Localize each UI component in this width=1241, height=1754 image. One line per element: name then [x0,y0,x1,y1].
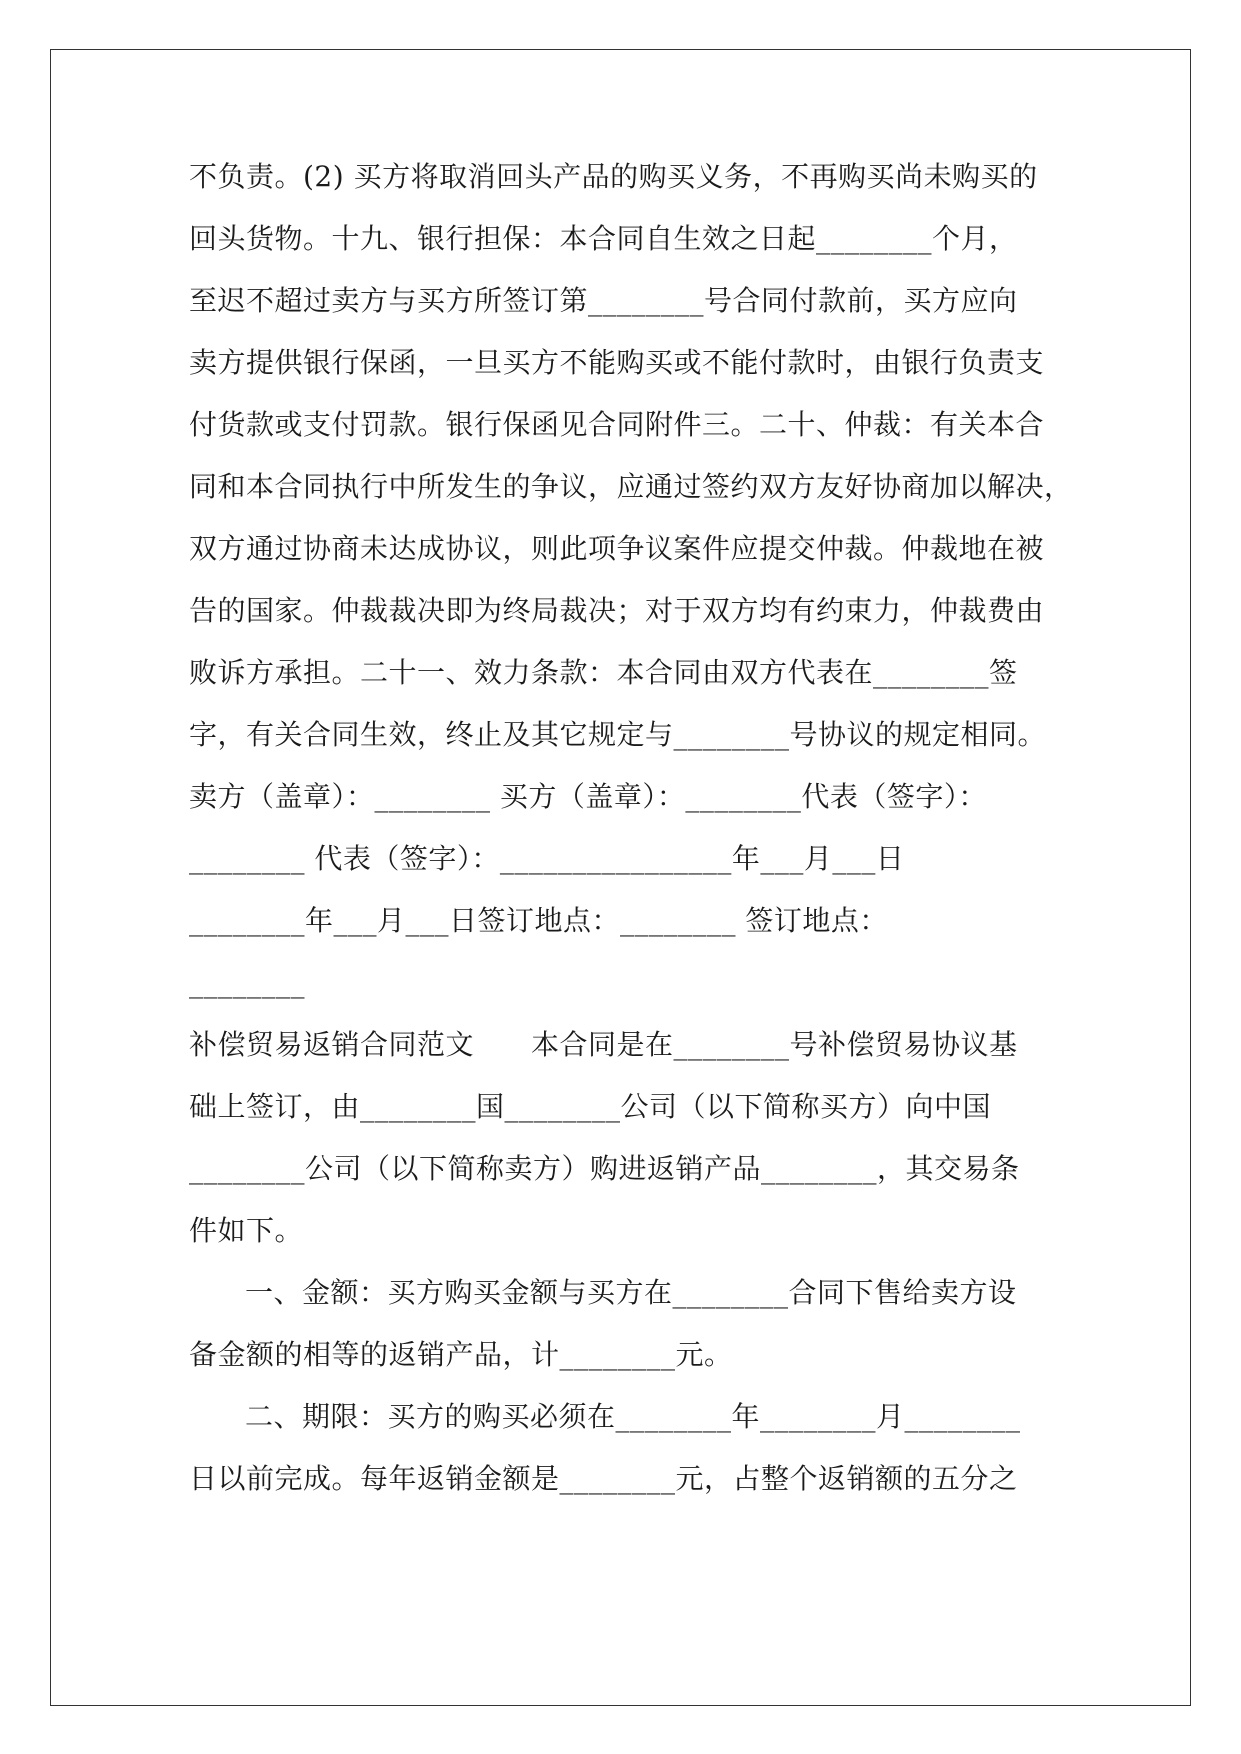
text-line: 双方通过协商未达成协议，则此项争议案件应提交仲裁。仲裁地在被 [189,532,1045,565]
text-line: 回头货物。十九、银行担保：本合同自生效之日起________个月， [189,222,1018,255]
signature-line: ________ [189,966,305,999]
text-line: 至迟不超过卖方与买方所签订第________号合同付款前，买方应向 [189,284,1018,317]
text-line: 日以前完成。每年返销金额是________元，占整个返销额的五分之 [189,1462,1018,1495]
text-line: 字，有关合同生效，终止及其它规定与________号协议的规定相同。 [189,718,1047,751]
clause-amount [189,1276,1049,1400]
contract-section-previous [189,160,1073,1028]
text-line: 同和本合同执行中所发生的争议，应通过签约双方友好协商加以解决， [189,470,1073,503]
section-title-line: 补偿贸易返销合同范文 本合同是在________号补偿贸易协议基 [189,1028,1018,1061]
text-line: 件如下。 [189,1214,304,1247]
signature-line: 卖方（盖章）：________ 买方（盖章）：________代表（签字）： [189,780,987,813]
text-line: 卖方提供银行保函，一旦买方不能购买或不能付款时，由银行负责支 [189,346,1045,379]
text-line: 础上签订，由________国________公司（以下简称买方）向中国 [189,1090,992,1123]
document-body [189,160,1073,1524]
text-line: 一、金额：买方购买金额与买方在________合同下售给卖方设 [245,1276,1017,1309]
text-line: 不负责。(2) 买方将取消回头产品的购买义务，不再购买尚未购买的 [189,160,1038,193]
text-line: 告的国家。仲裁裁决即为终局裁决；对于双方均有约束力，仲裁费由 [189,594,1045,627]
contract-section-new [189,1028,1049,1276]
text-line: 败诉方承担。二十一、效力条款：本合同由双方代表在________签 [189,656,1018,689]
signature-line: ________ 代表（签字）：________________年___月___日 [189,842,905,875]
signature-line: ________年___月___日签订地点：________ 签订地点： [189,904,888,937]
text-line: 二、期限：买方的购买必须在________年________月________ [245,1400,1021,1433]
text-line: ________公司（以下简称卖方）购进返销产品________，其交易条 [189,1152,1020,1185]
text-line: 付货款或支付罚款。银行保函见合同附件三。二十、仲裁：有关本合 [189,408,1045,441]
clause-period [189,1400,1049,1524]
text-line: 备金额的相等的返销产品，计________元。 [189,1338,733,1371]
